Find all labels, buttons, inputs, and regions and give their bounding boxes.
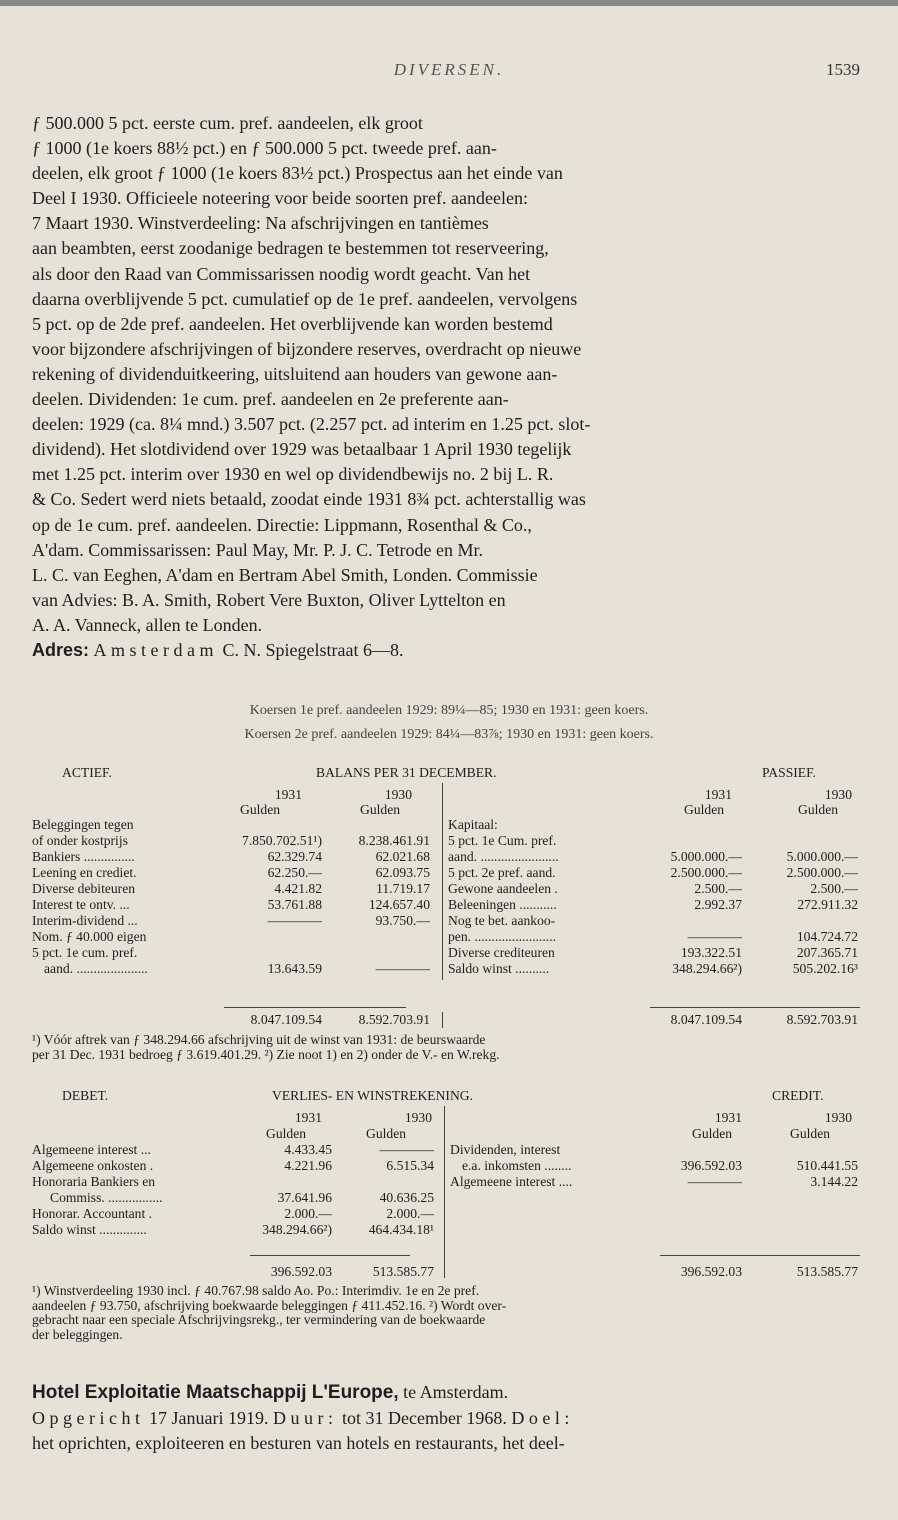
table-row: Diverse debiteuren 4.421.82 11.719.17 Gewone aandeelen . 2.500.— 2.500.— — [32, 881, 858, 896]
balance-total-rule-left — [224, 1007, 406, 1008]
body-line: Deel I 1930. Officieele noteering voor beide soorten pref. aandeelen: — [32, 188, 528, 209]
pl-unit-left-b: Gulden — [366, 1126, 407, 1141]
pl-total-right-1931: 396.592.03 — [680, 1264, 742, 1279]
address-street: C. N. Spiegelstraat 6—8. — [218, 639, 404, 660]
year-1931-right: 1931 — [704, 787, 732, 802]
table-row: Beleggingen tegen Kapitaal: — [32, 817, 498, 832]
balance-total-rule-right — [650, 1007, 860, 1008]
table-row: 5 pct. 1e cum. pref. Diverse crediteuren 193.322.51 207.365.71 — [32, 945, 858, 960]
page-number: 1539 — [826, 60, 860, 79]
unit-right-a: Gulden — [684, 802, 725, 817]
address-line — [32, 638, 866, 663]
body-line: voor bijzondere afschrijvingen of bijzondere reserves, overdracht op nieuwe — [32, 338, 582, 359]
body-line: deelen, elk groot ƒ 1000 (1e koers 83½ pct.) Prospectus aan het einde van — [32, 163, 563, 184]
hotel-line-3: het oprichten, exploiteeren en besturen van hotels en restaurants, het deel- — [32, 1433, 565, 1453]
pl-unit-right-a: Gulden — [692, 1126, 733, 1141]
actief-title: ACTIEF. — [62, 765, 112, 780]
body-line: rekening of dividenduitkeering, uitsluitend aan houders van gewone aan- — [32, 363, 558, 384]
body-line: deelen. Dividenden: 1e cum. pref. aandeelen en 2e preferente aan- — [32, 389, 509, 410]
balance-totals — [32, 1012, 868, 1030]
top-border — [0, 0, 898, 6]
year-1930-left: 1930 — [384, 787, 412, 802]
table-row: Leening en crediet. 62.250.— 62.093.75 5 pct. 2e pref. aand. 2.500.000.— 2.500.000.— — [32, 865, 858, 880]
table-row: aand. ..................... 13.643.59 ———— Saldo winst .......... 348.294.66²) 505.202.16³ — [44, 961, 858, 976]
company-description — [32, 111, 866, 663]
hotel-entry — [32, 1380, 866, 1457]
balance-total-right-1931: 8.047.109.54 — [670, 1012, 742, 1027]
profit-loss-account — [32, 1088, 868, 1258]
table-row: Commiss. ................ 37.641.96 40.636.25 — [50, 1190, 434, 1205]
running-title: DIVERSEN. — [393, 60, 505, 79]
body-line: dividend). Het slotdividend over 1929 was betaalbaar 1 April 1930 tegelijk — [32, 439, 572, 460]
pl-total-rule-left — [250, 1255, 410, 1256]
passief-title: PASSIEF. — [762, 765, 816, 780]
pl-unit-right-b: Gulden — [790, 1126, 831, 1141]
body-line: met 1.25 pct. interim over 1930 en wel op dividendbewijs no. 2 bij L. R. — [32, 464, 554, 485]
balance-total-left-1931: 8.047.109.54 — [250, 1012, 322, 1027]
body-line: aan beambten, eerst zoodanige bedragen te bestemmen tot reserveering, — [32, 238, 549, 259]
body-line: A'dam. Commissarissen: Paul May, Mr. P. J. C. Tetrode en Mr. — [32, 539, 483, 560]
hotel-heading — [32, 1380, 866, 1406]
body-line: deelen: 1929 (ca. 8¼ mnd.) 3.507 pct. (2.257 pct. ad interim en 1.25 pct. slot- — [32, 414, 591, 435]
credit-title: CREDIT. — [772, 1088, 824, 1103]
body-line: 5 pct. op de 2de pref. aandeelen. Het overblijvende kan worden bestemd — [32, 313, 553, 334]
page-header — [0, 60, 898, 90]
address-city: Amsterdam — [93, 639, 218, 660]
unit-left-b: Gulden — [360, 802, 401, 817]
balance-title: BALANS PER 31 DECEMBER. — [316, 765, 497, 780]
body-line: daarna overblijvende 5 pct. cumulatief op de 1e pref. aandeelen, vervolgens — [32, 288, 578, 309]
table-row: Interim-dividend ... ———— 93.750.— Nog te bet. aankoo- — [32, 913, 556, 928]
table-row: Honorar. Accountant . 2.000.— 2.000.— — [32, 1206, 434, 1221]
table-row: Nom. ƒ 40.000 eigen pen. ........................ ———— 104.724.72 — [32, 929, 858, 944]
body-line: van Advies: B. A. Smith, Robert Vere Buxton, Oliver Lyttelton en — [32, 589, 506, 610]
pl-total-right-1930: 513.585.77 — [796, 1264, 858, 1279]
pl-year-1930-right: 1930 — [824, 1110, 852, 1125]
table-row: Algemeene interest ... 4.433.45 ———— Dividenden, interest — [32, 1142, 561, 1157]
table-row: Interest te ontv. ... 53.761.88 124.657.40 Beleeningen ........... 2.992.37 272.911.32 — [32, 897, 858, 912]
pl-title: VERLIES- EN WINSTREKENING. — [272, 1088, 473, 1103]
koersen-1e-pref: Koersen 1e pref. aandeelen 1929: 89¼—85; 1930 en 1931: geen koers. — [249, 703, 649, 718]
table-row: Bankiers ............... 62.329.74 62.021.68 aand. ....................... 5.000.000.— 5.000.000.— — [32, 849, 858, 864]
body-line: 7 Maart 1930. Winstverdeeling: Na afschrijvingen en tantièmes — [32, 213, 489, 234]
pl-total-rule-right — [660, 1255, 860, 1256]
koersen-2e-pref: Koersen 2e pref. aandeelen 1929: 84¼—83⅞; 1930 en 1931: geen koers. — [244, 727, 654, 742]
pl-year-1930-left: 1930 — [404, 1110, 432, 1125]
pl-totals — [32, 1264, 868, 1282]
pl-footnote: ¹) Winstverdeeling 1930 incl. ƒ 40.767.98 saldo Ao. Po.: Interimdiv. 1e en 2e pref. aandeelen ƒ 93.750, afschrijving boekwaarde beleggingen ƒ 411.452.16. ²) Wordt over- gebracht naar een speciale Afschrijvingsrekg., ter vermindering van de boekwaarde der beleggingen. — [32, 1283, 507, 1342]
year-1930-right: 1930 — [824, 787, 852, 802]
body-line: ƒ 1000 (1e koers 88½ pct.) en ƒ 500.000 5 pct. tweede pref. aan- — [32, 138, 497, 159]
table-row: Saldo winst .............. 348.294.66²) 464.434.18¹ — [32, 1222, 434, 1237]
hotel-place: te Amsterdam. — [398, 1382, 509, 1402]
body-line: als door den Raad van Commissarissen noodig wordt geacht. Van het — [32, 263, 531, 284]
debet-title: DEBET. — [62, 1088, 109, 1103]
body-line: ƒ 500.000 5 pct. eerste cum. pref. aandeelen, elk groot — [32, 113, 423, 133]
table-row: Honoraria Bankiers en Algemeene interest .... ———— 3.144.22 — [32, 1174, 858, 1189]
unit-left-a: Gulden — [240, 802, 281, 817]
year-1931-left: 1931 — [274, 787, 302, 802]
body-line: A. A. Vanneck, allen te Londen. — [32, 614, 263, 635]
body-line: & Co. Sedert werd niets betaald, zoodat einde 1931 8¾ pct. achterstallig was — [32, 489, 586, 510]
pl-total-left-1930: 513.585.77 — [372, 1264, 434, 1279]
pl-unit-left-a: Gulden — [266, 1126, 307, 1141]
pl-year-1931-left: 1931 — [294, 1110, 322, 1125]
table-row: Algemeene onkosten . 4.221.96 6.515.34 e.a. inkomsten ........ 396.592.03 510.441.55 — [32, 1158, 858, 1173]
address-label: Adres: — [32, 639, 90, 660]
hotel-line-2: Opgericht 17 Januari 1919. Duur: tot 31 December 1968. Doel: — [32, 1407, 574, 1428]
balance-total-right-1930: 8.592.703.91 — [786, 1012, 858, 1027]
balance-total-left-1930: 8.592.703.91 — [358, 1012, 430, 1027]
unit-right-b: Gulden — [798, 802, 839, 817]
hotel-name: Hotel Exploitatie Maatschappij L'Europe, — [32, 1382, 399, 1403]
body-line: L. C. van Eeghen, A'dam en Bertram Abel Smith, Londen. Commissie — [32, 564, 538, 585]
body-line: op de 1e cum. pref. aandeelen. Directie: Lippmann, Rosenthal & Co., — [32, 514, 532, 535]
pl-year-1931-right: 1931 — [714, 1110, 742, 1125]
balance-sheet — [32, 765, 868, 980]
table-row: of onder kostprijs 7.850.702.51¹) 8.238.461.91 5 pct. 1e Cum. pref. — [32, 833, 557, 848]
pl-total-left-1931: 396.592.03 — [270, 1264, 332, 1279]
balance-footnote: ¹) Vóór aftrek van ƒ 348.294.66 afschrijving uit de winst van 1931: de beurswaarde per 31 Dec. 1931 bedroeg ƒ 3.619.401.29. ²) Zie noot 1) en 2) onder de V.- en W.rekg. — [32, 1032, 500, 1062]
